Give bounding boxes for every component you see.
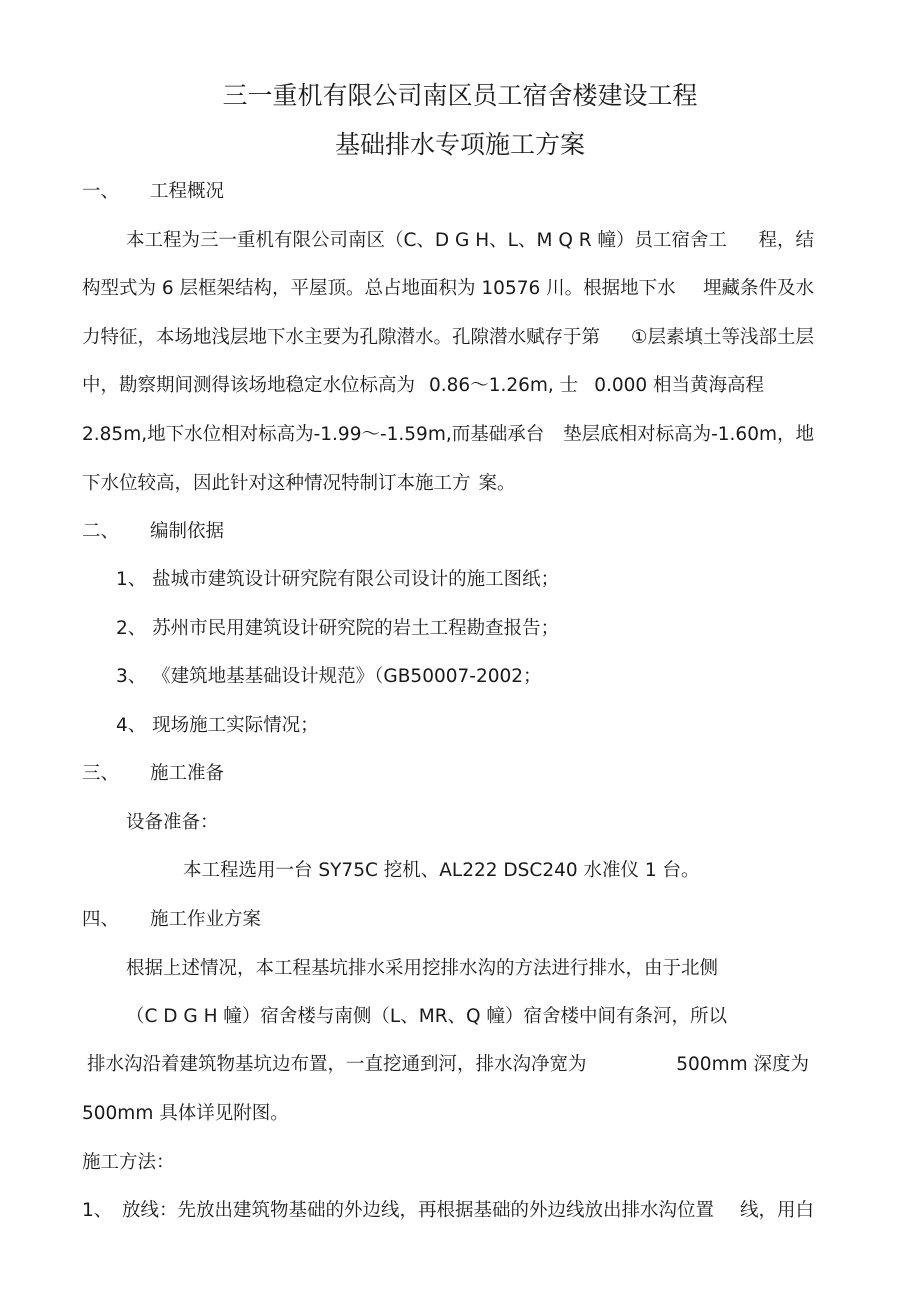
text-segment: 本工程为三一重机有限公司南区（C、D G H、L、M Q R 幢）员工宿舍工: [126, 230, 727, 251]
text-segment: 程，结: [758, 230, 814, 251]
text-segment: 案。: [478, 473, 516, 494]
step-number: 1、: [82, 1200, 113, 1221]
section4-para-line-4: 500mm 具体详见附图。: [82, 1103, 289, 1124]
text-segment: 构型式为 6 层框架结构，平屋顶。总占地面积为 10576 川。根据地下水: [82, 278, 676, 299]
doc-title-line1: 三一重机有限公司南区员工宿舍楼建设工程: [222, 81, 698, 110]
section1-line-5: [82, 423, 814, 447]
section2-item-1: 1、 盐城市建筑设计研究院有限公司设计的施工图纸；: [116, 569, 560, 590]
section3-subheading: 设备准备：: [126, 812, 219, 833]
method-step-1: [82, 1199, 814, 1223]
section4-para-line-3: [87, 1053, 809, 1077]
section1-line-2: [82, 277, 814, 301]
section4-heading: [82, 908, 261, 932]
doc-title-line2: 基础排水专项施工方案: [334, 130, 585, 159]
section1-number: 一、: [82, 181, 120, 202]
text-segment: 500mm 深度为: [676, 1054, 809, 1075]
text-segment: 线，用白: [739, 1200, 814, 1221]
section4-title: 施工作业方案: [150, 909, 262, 930]
text-segment: 放线：先放出建筑物基础的外边线，再根据基础的外边线放出排水沟位置: [122, 1200, 715, 1221]
section3-heading: [82, 762, 224, 786]
section2-item-3: 3、 《建筑地基基础设计规范》（GB50007-2002；: [116, 666, 542, 687]
text-segment: 力特征，本场地浅层地下水主要为孔隙潜水。孔隙潜水赋存于第: [82, 327, 601, 348]
section2-heading: [82, 520, 224, 544]
section2-item-2: 2、 苏州市民用建筑设计研究院的岩土工程勘查报告；: [116, 618, 560, 639]
section1-line-1: [126, 229, 814, 253]
text-segment: 中，勘察期间测得该场地稳定水位标高为: [82, 375, 416, 396]
section1-heading: [82, 180, 224, 204]
text-segment: 排水沟沿着建筑物基坑边布置，一直挖通到河，排水沟净宽为: [87, 1054, 587, 1075]
text-segment: ①层素填土等浅部土层: [630, 327, 814, 348]
method-label: 施工方法：: [82, 1152, 175, 1173]
section1-title: 工程概况: [150, 181, 225, 202]
text-segment: 0.86～1.26m, 士: [429, 375, 579, 396]
section2-item-4: 4、 现场施工实际情况；: [116, 715, 319, 736]
section1-line-3: [82, 326, 814, 350]
text-segment: 下水位较高，因此针对这种情况特制订本施工方: [82, 473, 471, 494]
section2-title: 编制依据: [150, 521, 225, 542]
section4-para-line-2: （C D G H 幢）宿舍楼与南侧（L、MR、Q 幢）宿舍楼中间有条河，所以: [126, 1006, 727, 1027]
section4-para-line-1: 根据上述情况，本工程基坑排水采用挖排水沟的方法进行排水，由于北侧: [126, 958, 719, 979]
text-segment: 2.85m,地下水位相对标高为-1.99～-1.59m,而基础承台: [82, 424, 545, 445]
section1-line-4: [82, 374, 764, 398]
section2-number: 二、: [82, 521, 120, 542]
text-segment: 0.000 相当黄海高程: [594, 375, 765, 396]
section3-body: 本工程选用一台 SY75C 挖机、AL222 DSC240 水准仪 1 台。: [183, 860, 700, 881]
text-segment: 埋藏条件及水: [702, 278, 814, 299]
text-segment: 垫层底相对标高为-1.60m，地: [563, 424, 814, 445]
section3-number: 三、: [82, 763, 120, 784]
section4-number: 四、: [82, 909, 120, 930]
section1-line-6: [82, 472, 516, 496]
section3-title: 施工准备: [150, 763, 225, 784]
